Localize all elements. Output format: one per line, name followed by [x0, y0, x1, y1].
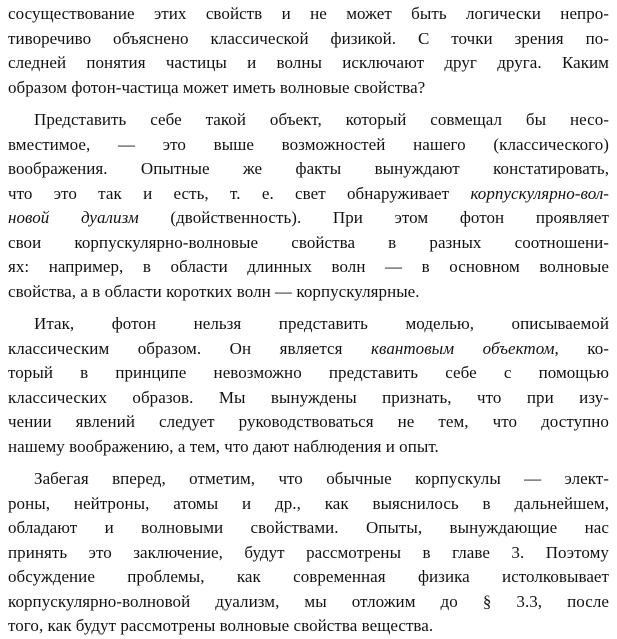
text-line: нашему воображению, а тем, что дают наблюдения и опыт. [8, 436, 439, 456]
emphasized-term: квантовым объектом [371, 338, 555, 358]
text-line: Итак, фотон нельзя представить моделью, описываемой [34, 314, 609, 333]
text-line: корпускулярно-волновой дуализм, мы отложим до § 3.3, после [8, 591, 609, 611]
text-line: того, как будут рассмотрены волновые свойства вещества. [8, 616, 434, 635]
paragraph-3 [8, 312, 609, 459]
text-line: образом фотон-частица может иметь волновые свойства? [8, 77, 426, 97]
text-line: свои корпускулярно-волновые свойства в разных соотношени- [8, 232, 609, 252]
text-line: чении явлений следует руководствоваться не тем, что доступно [8, 412, 609, 431]
text-line: вместимое, — это выше возможностей нашего (классического) [8, 134, 609, 154]
paragraph-1 [8, 2, 609, 100]
text-line: Забегая вперед, отметим, что обычные корпускулы — элект- [34, 469, 609, 488]
text-line: торый в принципе невозможно представить себе с помощью [8, 363, 609, 382]
emphasized-term: корпускулярно-вол- [470, 183, 609, 203]
text-line: свойства, а в области коротких волн — корпускулярные. [8, 281, 420, 301]
text-line: тиворечиво объяснено классической физикой. С точки зрения по- [8, 28, 609, 48]
text-line: классическим образом. Он является квантовым объектом, ко- [8, 338, 610, 358]
text-line: обсуждение проблемы, как современная физика истолковывает [8, 567, 609, 586]
text-line: новой дуализм (двойственность). При этом фотон проявляет [8, 208, 609, 227]
text-line: ях: например, в области длинных волн — в основном волновые [8, 257, 609, 276]
text-line: сосуществование этих свойств и не может быть логически непро- [8, 4, 609, 23]
text-line: роны, нейтроны, атомы и др., как выяснилось в дальнейшем, [8, 493, 609, 513]
text-line: Представить себе такой объект, который совмещал бы несо- [34, 110, 609, 129]
emphasized-term: новой дуализм [8, 208, 139, 227]
text-line: обладают и волновыми свойствами. Опыты, вынуждающие нас [8, 518, 609, 537]
text-line: что это так и есть, т. е. свет обнаруживает корпускулярно-вол- [8, 183, 609, 203]
text-line: следней понятия частицы и волны исключают друг друга. Каким [8, 53, 609, 72]
text-line: классических образов. Мы вынуждены признать, что при изу- [8, 387, 609, 407]
text-line: принять это заключение, будут рассмотрены в главе 3. Поэтому [8, 542, 609, 562]
paragraph-2 [8, 108, 609, 304]
paragraph-4 [8, 467, 609, 639]
text-line: воображения. Опытные же факты вынуждают констатировать, [8, 159, 609, 178]
